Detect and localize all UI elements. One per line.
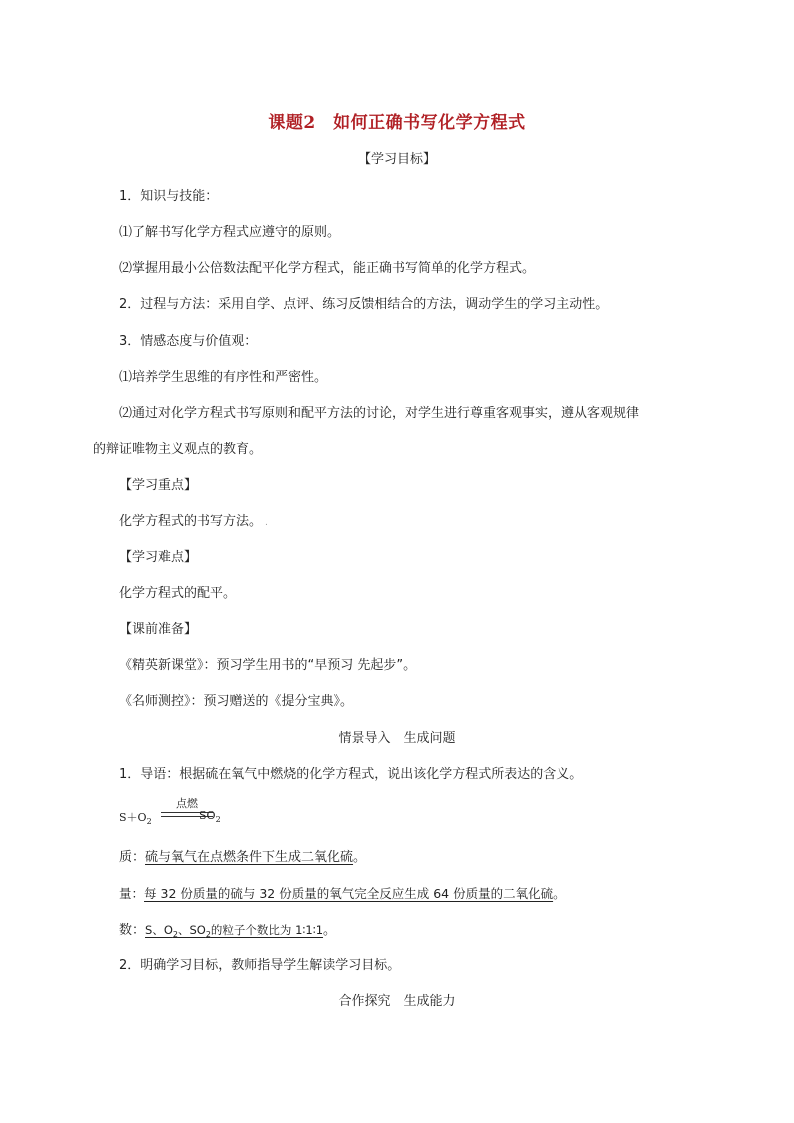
intro-heading: 情景导入 生成问题 (338, 731, 456, 746)
meaning-quality: 质：硫与氧气在点燃条件下生成二氧化硫。 (119, 850, 367, 865)
objective-3-heading: 3．情感态度与价值观： (119, 334, 258, 349)
intro-item-1: 1．导语：根据硫在氧气中燃烧的化学方程式，说出该化学方程式所表达的含义。 (119, 767, 583, 782)
preparation-heading: 【课前准备】 (119, 622, 198, 637)
equation-product: $SO_2$ (199, 809, 221, 824)
meaning-number: 数：S、$O_2$、$SO_2$的粒子个数比为 1∶1∶1。 (119, 923, 337, 939)
objective-1-heading: 1．知识与技能： (119, 189, 219, 204)
meaning-quantity: 量：每 32 份质量的硫与 32 份质量的氧气完全反应生成 64 份质量的二氧化硫。 (119, 886, 566, 901)
objective-2: 2．过程与方法：采用自学、点评、练习反馈相结合的方法，调动学生的学习主动性。 (119, 297, 609, 312)
difficult-points-text: 化学方程式的配平。 (119, 586, 237, 601)
chemical-equation (119, 797, 259, 827)
equation-reactants: $S+O_2$ (119, 811, 152, 826)
objective-3-item-2-line-1: ⑵通过对化学方程式书写原则和配平方法的讨论，对学生进行尊重客观事实，遵从客观规律 (119, 406, 640, 421)
objective-1-item-1: ⑴了解书写化学方程式应遵守的原则。 (119, 225, 341, 240)
preparation-item-2: 《名师测控》：预习赠送的《提分宝典》。 (119, 694, 354, 709)
preparation-item-1: 《精英新课堂》：预习学生用书的“早预习 先起步”。 (119, 658, 417, 673)
objective-3-item-1: ⑴培养学生思维的有序性和严密性。 (119, 370, 328, 385)
key-points-content: 化学方程式的书写方法。 (119, 514, 263, 529)
key-points-heading: 【学习重点】 (119, 478, 198, 493)
difficult-points-heading: 【学习难点】 (119, 550, 198, 565)
key-points-mark: . (265, 518, 268, 528)
objective-3-item-2-line-2: 的辩证唯物主义观点的教育。 (93, 442, 263, 457)
page-title: 课题2 如何正确书写化学方程式 (268, 113, 526, 133)
equation-condition: 点燃 (176, 797, 198, 810)
objective-1-item-2: ⑵掌握用最小公倍数法配平化学方程式，能正确书写简单的化学方程式。 (119, 261, 536, 276)
objectives-heading: 【学习目标】 (357, 152, 436, 167)
key-points-text (119, 514, 268, 531)
intro-item-2: 2．明确学习目标，教师指导学生解读学习目标。 (119, 958, 401, 973)
explore-heading: 合作探究 生成能力 (338, 994, 456, 1009)
